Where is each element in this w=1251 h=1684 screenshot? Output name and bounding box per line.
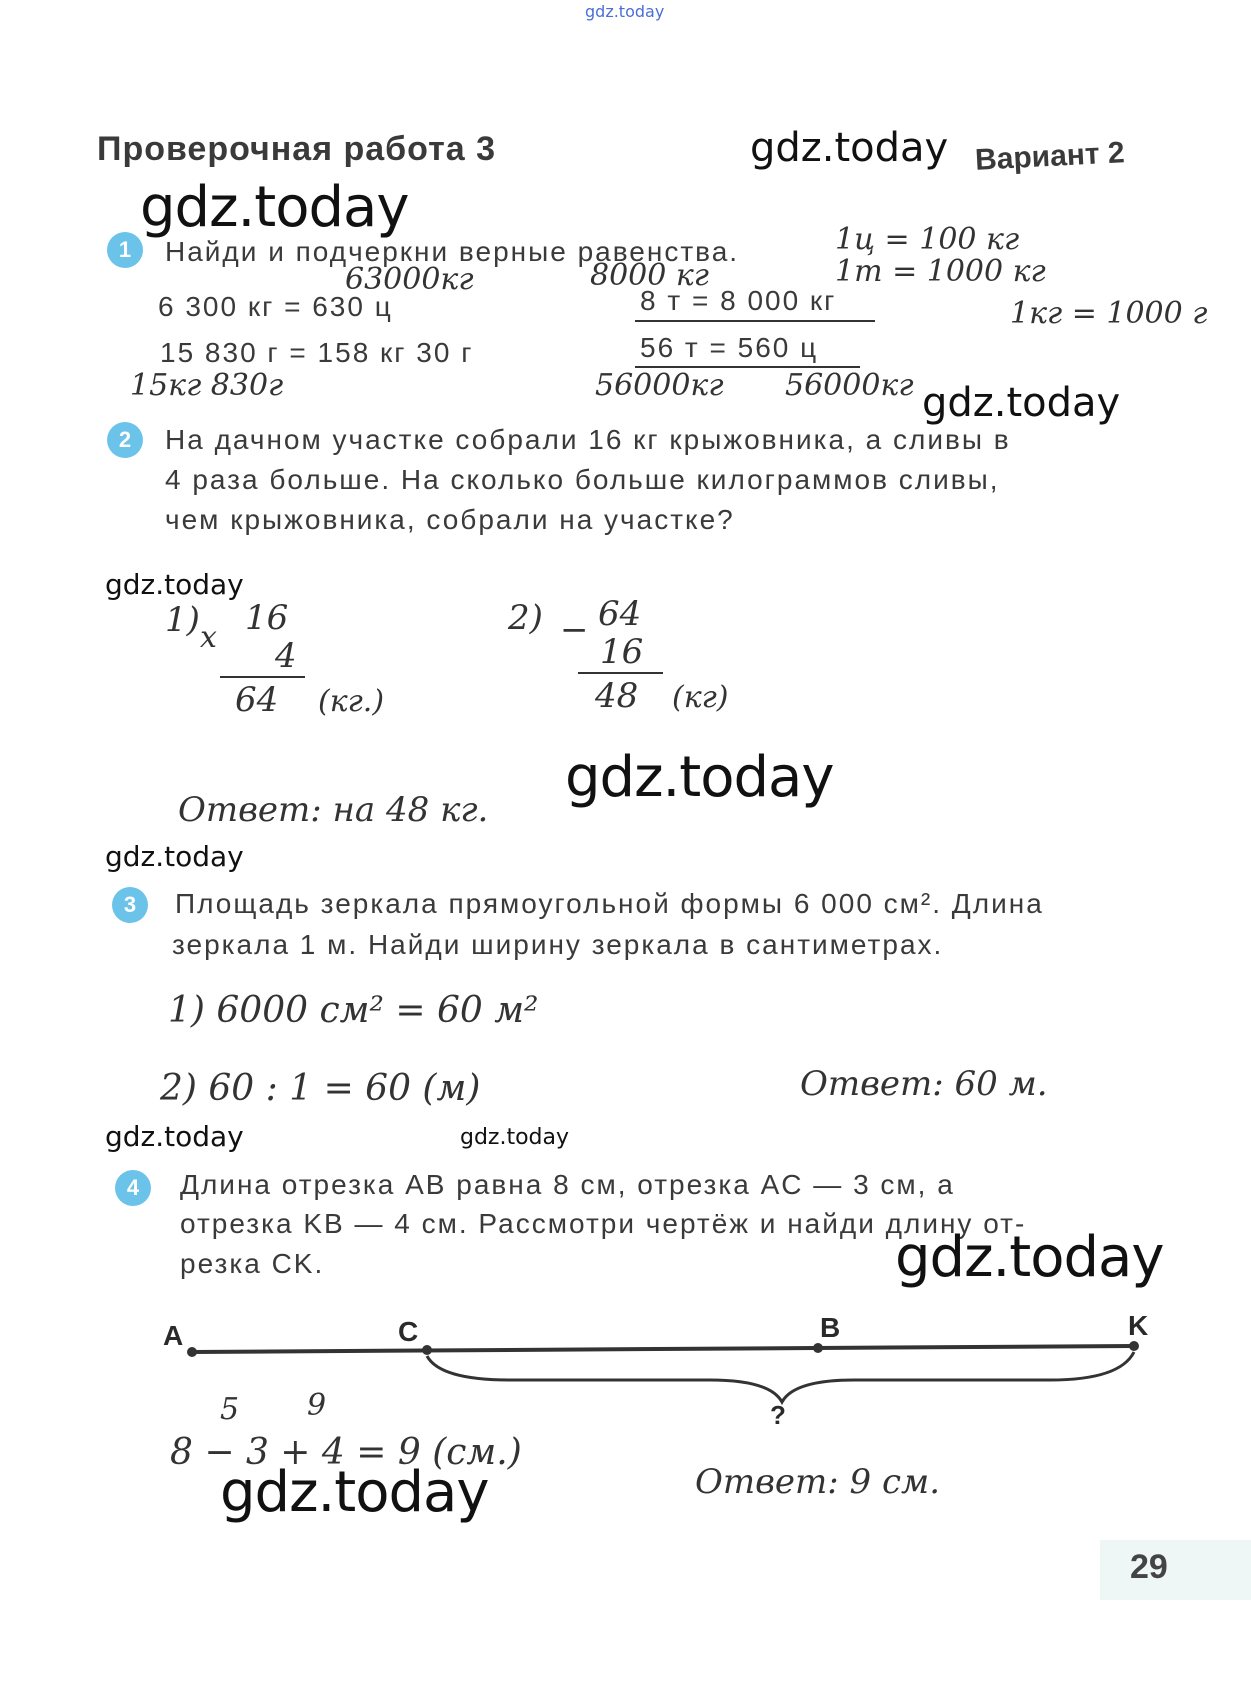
task3-text-line: зеркала 1 м. Найди ширину зеркала в сантиметрах. [172,929,944,960]
task-number-badge: 4 [115,1170,151,1206]
label-a: A [163,1320,184,1351]
unit: (кг.) [318,684,385,719]
label-k: K [1128,1310,1149,1341]
operand: 16 [600,632,644,672]
watermark: gdz.today [140,175,409,240]
watermark: gdz.today [220,1460,489,1525]
task3-text-line: Площадь зеркала прямоугольной формы 6 000 см². Длина [175,888,1044,919]
operand: 64 [598,594,642,634]
task2-answer: Ответ: на 48 кг. [178,790,489,830]
label-b: B [820,1312,841,1343]
task-number-badge: 2 [107,422,143,458]
unit: (кг) [672,680,729,715]
task4-answer: Ответ: 9 см. [695,1462,941,1502]
page-number: 29 [1130,1548,1168,1586]
task1-equation-1: 6 300 кг = 630 ц [158,291,393,322]
point-k [1129,1341,1139,1351]
segment-diagram [150,1310,1150,1420]
page-number-background [1100,1540,1251,1600]
column-line [578,672,663,674]
task-number-badge: 1 [107,232,143,268]
hand-note: 5 [220,1392,240,1427]
point-c [422,1345,432,1355]
point-b [813,1343,823,1353]
watermark: gdz.today [922,380,1121,426]
result: 48 [595,676,639,716]
task4-text-line: резка CK. [180,1248,325,1279]
hand-note: 56000кг [785,368,914,403]
task4-text-line: Длина отрезка AB равна 8 см, отрезка AC — 3 см, а [180,1169,955,1200]
column-line [220,676,305,678]
label-c: C [398,1316,419,1347]
step-label: 2) [508,598,543,638]
watermark: gdz.today [565,745,834,810]
hand-note: 9 [307,1388,327,1423]
hand-note: 8000 кг [590,258,709,293]
task-number-badge: 3 [112,887,148,923]
segment-line [192,1346,1134,1352]
question-mark: ? [770,1400,786,1430]
watermark: gdz.today [895,1225,1164,1290]
watermark: gdz.today [105,568,244,601]
task3-step: 2) 60 : 1 = 60 (м) [160,1068,481,1109]
operand: 16 [245,598,289,638]
watermark: gdz.today [105,1120,244,1153]
point-a [187,1347,197,1357]
step-label: 1) [165,600,200,640]
task1-equation-2: 15 830 г = 158 кг 30 г [160,337,474,368]
watermark-top: gdz.today [585,2,665,21]
task1-equation-4: 56 т = 560 ц [640,332,819,363]
hand-note: 15кг 830г [130,368,284,403]
brace [427,1352,1134,1402]
task2-text-line: чем крыжовника, собрали на участке? [165,504,735,535]
hand-note: 1кг = 1000 г [1010,296,1208,331]
hand-note: 56000кг [595,368,724,403]
task2-text-line: На дачном участке собрали 16 кг крыжовника, а сливы в [165,424,1011,455]
underline [635,320,875,322]
variant-label: Вариант 2 [974,136,1126,177]
task3-answer: Ответ: 60 м. [800,1064,1048,1104]
hand-note: 1т = 1000 кг [835,254,1046,289]
watermark: gdz.today [105,840,244,873]
task4-text-line: отрезка KB — 4 см. Рассмотри чертёж и найди длину от- [180,1208,1027,1239]
watermark: gdz.today [750,125,949,171]
hand-note: 63000кг [345,262,474,297]
task2-text-line: 4 раза больше. На сколько больше килограммов сливы, [165,464,1000,495]
hand-note: 1ц = 100 кг [835,222,1020,257]
task1-prompt: Найди и подчеркни верные равенства. [165,236,740,267]
operation-sign: x [200,620,217,655]
operation-sign: − [560,610,589,650]
page-title: Проверочная работа 3 [97,130,497,168]
watermark: gdz.today [460,1125,570,1150]
task1-equation-3: 8 т = 8 000 кг [640,285,837,316]
operand: 4 [275,636,297,676]
result: 64 [235,680,279,720]
task3-step: 1) 6000 см² = 60 м² [168,990,539,1031]
task4-solution: 8 − 3 + 4 = 9 (см.) [170,1432,522,1473]
